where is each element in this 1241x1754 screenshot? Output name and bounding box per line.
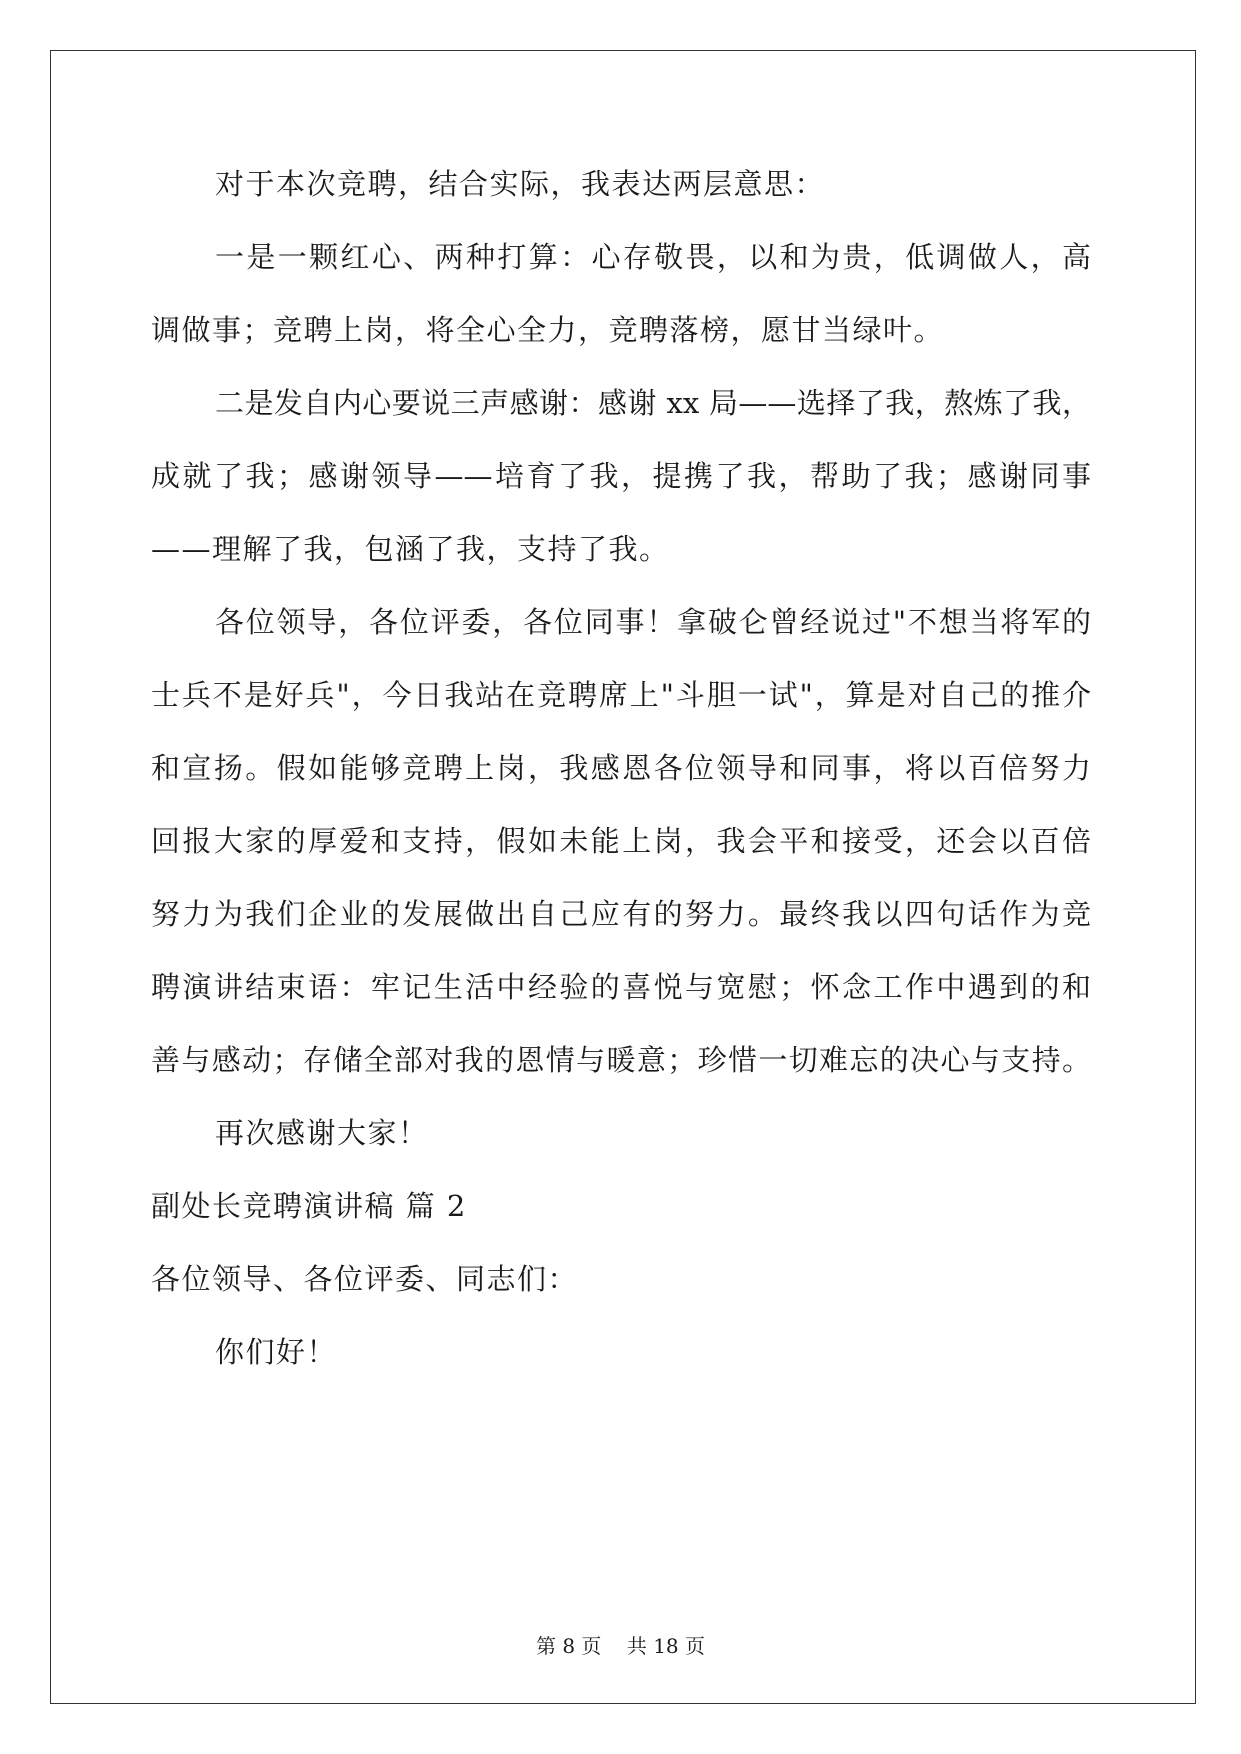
paragraph-line: 善与感动；存储全部对我的恩情与暖意；珍惜一切难忘的决心与支持。: [151, 1043, 1091, 1077]
salutation: 各位领导、各位评委、同志们：: [151, 1262, 579, 1296]
paragraph-line: 成就了我；感谢领导——培育了我，提携了我，帮助了我；感谢同事: [151, 459, 1091, 493]
paragraph-line: 士兵不是好兵"，今日我站在竞聘席上"斗胆一试"，算是对自己的推介: [151, 678, 1091, 712]
paragraph-line: 调做事；竞聘上岗，将全心全力，竞聘落榜，愿甘当绿叶。: [151, 313, 945, 347]
page-footer: [0, 1634, 1241, 1658]
paragraph-line: 各位领导，各位评委，各位同事！拿破仑曾经说过"不想当将军的: [215, 605, 1091, 639]
page-number: 第 8 页 共 18 页: [535, 1634, 706, 1658]
paragraph-line: 二是发自内心要说三声感谢：感谢 xx 局——选择了我，熬炼了我，: [215, 386, 1091, 420]
paragraph-line: 对于本次竞聘，结合实际，我表达两层意思：: [215, 167, 826, 201]
paragraph-line: 和宣扬。假如能够竞聘上岗，我感恩各位领导和同事，将以百倍努力: [151, 751, 1091, 785]
paragraph-line: 一是一颗红心、两种打算：心存敬畏，以和为贵，低调做人，高: [215, 240, 1091, 274]
greeting: 你们好！: [215, 1335, 338, 1369]
paragraph-line: 聘演讲结束语：牢记生活中经验的喜悦与宽慰；怀念工作中遇到的和: [151, 970, 1091, 1004]
paragraph-line: 回报大家的厚爱和支持，假如未能上岗，我会平和接受，还会以百倍: [151, 824, 1091, 858]
paragraph-line: ——理解了我，包涵了我，支持了我。: [151, 532, 670, 566]
paragraph-line: 努力为我们企业的发展做出自己应有的努力。最终我以四句话作为竞: [151, 897, 1091, 931]
section-heading: 副处长竞聘演讲稿 篇 2: [151, 1189, 467, 1223]
paragraph-line: 再次感谢大家！: [215, 1116, 429, 1150]
page-border: [50, 50, 1196, 1704]
